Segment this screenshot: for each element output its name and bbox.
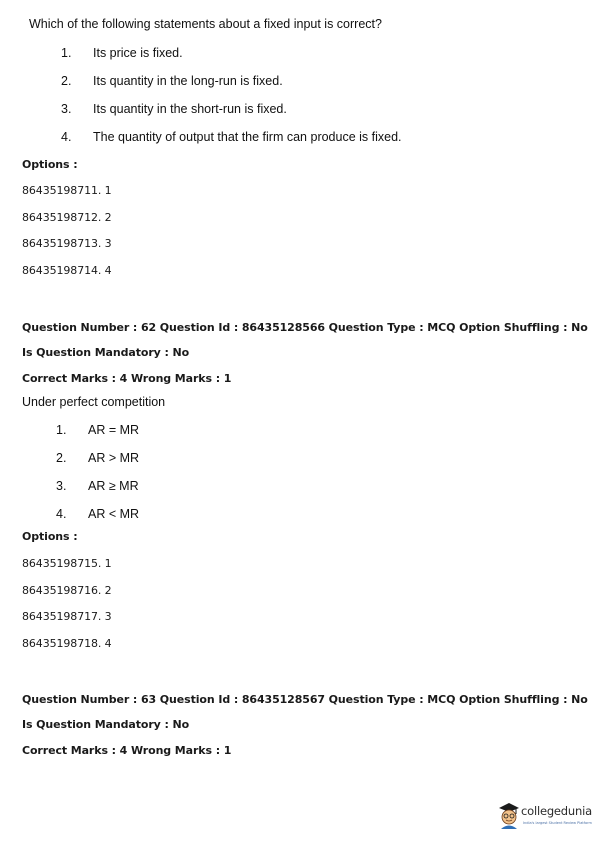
choice-item — [56, 423, 139, 437]
logo-tagline: India's largest Student Review Platform — [523, 821, 592, 825]
options-label: Options : — [22, 158, 78, 171]
choice-text: AR ≥ MR — [88, 479, 139, 493]
choice-text: AR > MR — [88, 451, 140, 465]
choice-number: 1. — [56, 423, 67, 437]
choice-text: AR = MR — [88, 423, 140, 437]
option-id: 86435198713. 3 — [22, 237, 112, 250]
choice-text: Its quantity in the short-run is fixed. — [93, 102, 287, 116]
choice-text: Its quantity in the long-run is fixed. — [93, 74, 283, 88]
choice-number: 2. — [56, 451, 67, 465]
question-marks: Correct Marks : 4 Wrong Marks : 1 — [22, 372, 232, 385]
choice-number: 4. — [61, 130, 72, 144]
choice-text: AR < MR — [88, 507, 140, 521]
question-text: Which of the following statements about a fixed input is correct? — [29, 17, 382, 31]
option-id: 86435198711. 1 — [22, 184, 112, 197]
choice-number: 1. — [61, 46, 72, 60]
collegedunia-logo — [497, 800, 595, 834]
choice-item — [56, 479, 139, 493]
choice-item — [61, 46, 183, 60]
option-id: 86435198718. 4 — [22, 637, 112, 650]
choice-text: Its price is fixed. — [93, 46, 183, 60]
mascot-icon — [497, 802, 521, 830]
choice-text: The quantity of output that the firm can produce is fixed. — [93, 130, 402, 144]
question-header: Question Number : 62 Question Id : 86435128566 Question Type : MCQ Option Shuffling : No — [22, 321, 588, 334]
choice-item — [61, 74, 283, 88]
choice-number: 3. — [61, 102, 72, 116]
choice-number: 2. — [61, 74, 72, 88]
choice-item — [56, 507, 139, 521]
question-header: Question Number : 63 Question Id : 86435128567 Question Type : MCQ Option Shuffling : No — [22, 693, 588, 706]
option-id: 86435198717. 3 — [22, 610, 112, 623]
question-marks: Correct Marks : 4 Wrong Marks : 1 — [22, 744, 232, 757]
question-mandatory: Is Question Mandatory : No — [22, 346, 190, 359]
option-id: 86435198712. 2 — [22, 211, 112, 224]
logo-wordmark: collegedunia — [521, 804, 592, 818]
option-id: 86435198715. 1 — [22, 557, 112, 570]
choice-item — [56, 451, 139, 465]
choice-number: 3. — [56, 479, 67, 493]
choice-item — [61, 130, 402, 144]
options-label: Options : — [22, 530, 78, 543]
option-id: 86435198716. 2 — [22, 584, 112, 597]
question-text: Under perfect competition — [22, 395, 166, 409]
question-mandatory: Is Question Mandatory : No — [22, 718, 190, 731]
option-id: 86435198714. 4 — [22, 264, 112, 277]
choice-number: 4. — [56, 507, 67, 521]
choice-item — [61, 102, 287, 116]
